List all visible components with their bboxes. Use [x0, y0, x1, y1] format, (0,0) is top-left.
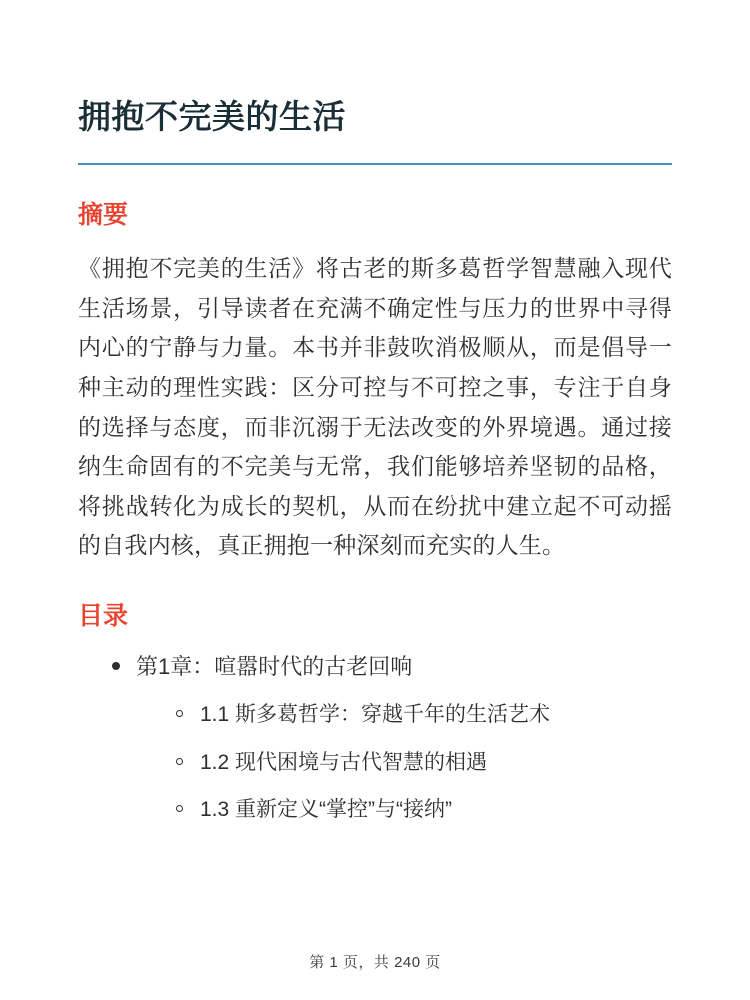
table-of-contents: [78, 650, 672, 826]
toc-section-list: [136, 699, 672, 826]
toc-chapter-item[interactable]: [112, 650, 672, 826]
toc-section-item[interactable]: 1.2 现代困境与古代智慧的相遇: [176, 747, 672, 779]
toc-section-item[interactable]: 1.3 重新定义“掌控”与“接纳”: [176, 794, 672, 826]
toc-heading: 目录: [78, 601, 129, 630]
toc-chapter-label: 第1章：喧嚣时代的古老回响: [136, 654, 413, 680]
title-divider: [78, 163, 672, 165]
toc-section-item[interactable]: 1.1 斯多葛哲学：穿越千年的生活艺术: [176, 699, 672, 731]
page-title: 拥抱不完美的生活: [78, 98, 346, 135]
page-footer: 第 1 页，共 240 页: [309, 954, 441, 971]
abstract-heading: 摘要: [78, 200, 129, 229]
abstract-paragraph: 《拥抱不完美的生活》将古老的斯多葛哲学智慧融入现代生活场景，引导读者在充满不确定性与压力的世界中寻得内心的宁静与力量。本书并非鼓吹消极顺从，而是倡导一种主动的理性实践：区分可控与不可控之事，专注于自身的选择与态度，而非沉溺于无法改变的外界境遇。通过接纳生命固有的不完美与无常，我们能够培养坚韧的品格，将挑战转化为成长的契机，从而在纷扰中建立起不可动摇的自我内核，真正拥抱一种深刻而充实的人生。: [78, 255, 672, 559]
